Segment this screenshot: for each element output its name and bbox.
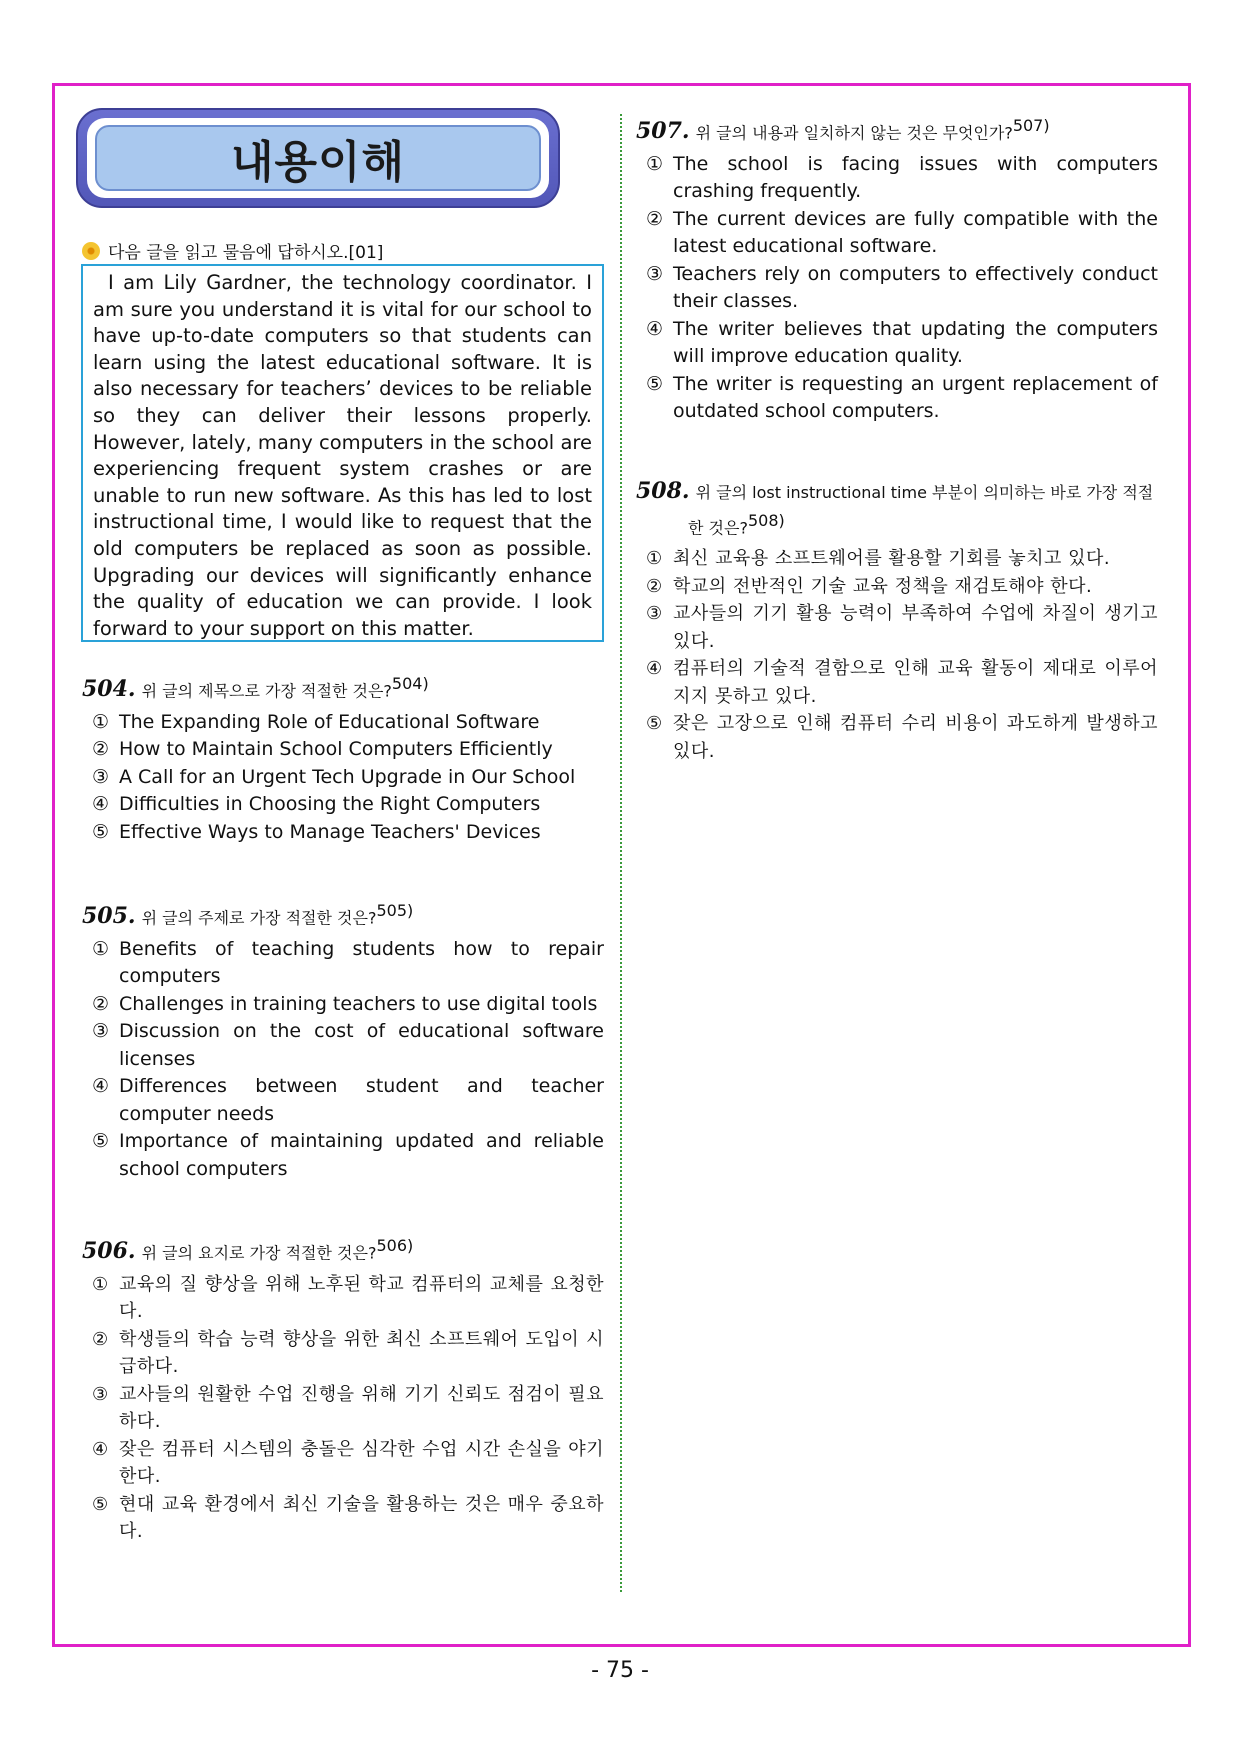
instruction-text: 다음 글을 읽고 물음에 답하시오.[01]	[108, 243, 384, 263]
option-3[interactable]: ③ 교사들의 기기 활용 능력이 부족하여 수업에 차질이 생기고 있다.	[646, 603, 1158, 652]
option-4[interactable]: ④ 컴퓨터의 기술적 결함으로 인해 교육 활동이 제대로 이루어지지 못하고 있다.	[646, 658, 1158, 707]
option-1[interactable]: ① 교육의 질 향상을 위해 노후된 학교 컴퓨터의 교체를 요청한다.	[92, 1273, 604, 1323]
option-3[interactable]: ③ Teachers rely on computers to effectively conduct their classes.	[646, 262, 1158, 313]
question-506	[82, 1232, 604, 1546]
option-5[interactable]: ⑤ The writer is requesting an urgent replacement of outdated school computers.	[646, 372, 1158, 423]
question-504	[82, 670, 604, 846]
question-number: 504.	[82, 676, 136, 703]
section-title-badge	[76, 108, 560, 208]
option-5[interactable]: ⑤ 잦은 고장으로 인해 컴퓨터 수리 비용이 과도하게 발생하고 있다.	[646, 713, 1158, 762]
option-1[interactable]: ① Benefits of teaching students how to repair computers	[92, 937, 604, 988]
section-title: 내용이해	[230, 137, 405, 188]
question-number: 505.	[82, 903, 136, 930]
option-5[interactable]: ⑤ 현대 교육 환경에서 최신 기술을 활용하는 것은 매우 중요하다.	[92, 1493, 604, 1543]
option-2[interactable]: ② How to Maintain School Computers Efficiently	[92, 738, 553, 761]
question-stem: 위 글의 내용과 일치하지 않는 것은 무엇인가?	[695, 123, 1013, 143]
question-ref: 506)	[376, 1236, 414, 1255]
question-ref: 508)	[747, 510, 785, 530]
question-stem: 위 글의 주제로 가장 적절한 것은?	[141, 908, 377, 928]
question-stem: 위 글의 요지로 가장 적절한 것은?	[141, 1243, 377, 1263]
option-4[interactable]: ④ Difficulties in Choosing the Right Computers	[92, 793, 541, 816]
flower-icon	[82, 242, 100, 260]
option-2[interactable]: ② Challenges in training teachers to use digital tools	[92, 992, 598, 1015]
option-2[interactable]: ② The current devices are fully compatible with the latest educational software.	[646, 207, 1158, 258]
instruction	[82, 238, 383, 263]
question-stem: 위 글의 lost instructional time 부분이 의미하는 바로 가장 적절한 것은?	[688, 483, 1154, 537]
option-2[interactable]: ② 학생들의 학습 능력 향상을 위한 최신 소프트웨어 도입이 시급하다.	[92, 1328, 604, 1378]
option-4[interactable]: ④ The writer believes that updating the computers will improve education quality.	[646, 317, 1158, 368]
question-number: 506.	[82, 1238, 136, 1265]
option-2[interactable]: ② 학교의 전반적인 기술 교육 정책을 재검토해야 한다.	[646, 575, 1093, 597]
option-4[interactable]: ④ 잦은 컴퓨터 시스템의 충돌은 심각한 수업 시간 손실을 야기한다.	[92, 1438, 604, 1488]
question-507	[636, 112, 1158, 426]
question-number: 508.	[636, 478, 690, 504]
option-1[interactable]: ① The school is facing issues with computers crashing frequently.	[646, 152, 1158, 203]
column-divider	[620, 114, 622, 1592]
option-3[interactable]: ③ Discussion on the cost of educational software licenses	[92, 1020, 604, 1070]
option-4[interactable]: ④ Differences between student and teacher computer needs	[92, 1075, 604, 1125]
option-5[interactable]: ⑤ Effective Ways to Manage Teachers' Devices	[92, 820, 541, 843]
question-number: 507.	[636, 118, 690, 145]
question-505	[82, 897, 604, 1183]
question-508	[636, 478, 1158, 765]
option-5[interactable]: ⑤ Importance of maintaining updated and reliable school computers	[92, 1130, 604, 1180]
option-1[interactable]: ① The Expanding Role of Educational Software	[92, 710, 540, 733]
page-number: - 75 -	[591, 1658, 649, 1683]
question-stem: 위 글의 제목으로 가장 적절한 것은?	[141, 681, 392, 701]
reading-passage: I am Lily Gardner, the technology coordinator. I am sure you understand it is vital for our school to have up-to-date computers so that students can learn using the latest educational software. It is also necessary for teachers’ devices to be reliable so they can deliver their lessons properly. However, lately, many computers in the school are experiencing frequent system crashes or are unable to run new software. As this has led to lost instructional time, I would like to request that the old computers be replaced as soon as possible. Upgrading our devices will significantly enhance the quality of education we can provide. I look forward to your support on this matter.	[81, 264, 604, 642]
option-3[interactable]: ③ A Call for an Urgent Tech Upgrade in Our School	[92, 765, 576, 788]
question-ref: 504)	[391, 674, 429, 693]
option-3[interactable]: ③ 교사들의 원활한 수업 진행을 위해 기기 신뢰도 점검이 필요하다.	[92, 1383, 604, 1433]
question-ref: 507)	[1012, 116, 1050, 135]
option-1[interactable]: ① 최신 교육용 소프트웨어를 활용할 기회를 놓치고 있다.	[646, 548, 1111, 570]
question-ref: 505)	[376, 901, 414, 920]
